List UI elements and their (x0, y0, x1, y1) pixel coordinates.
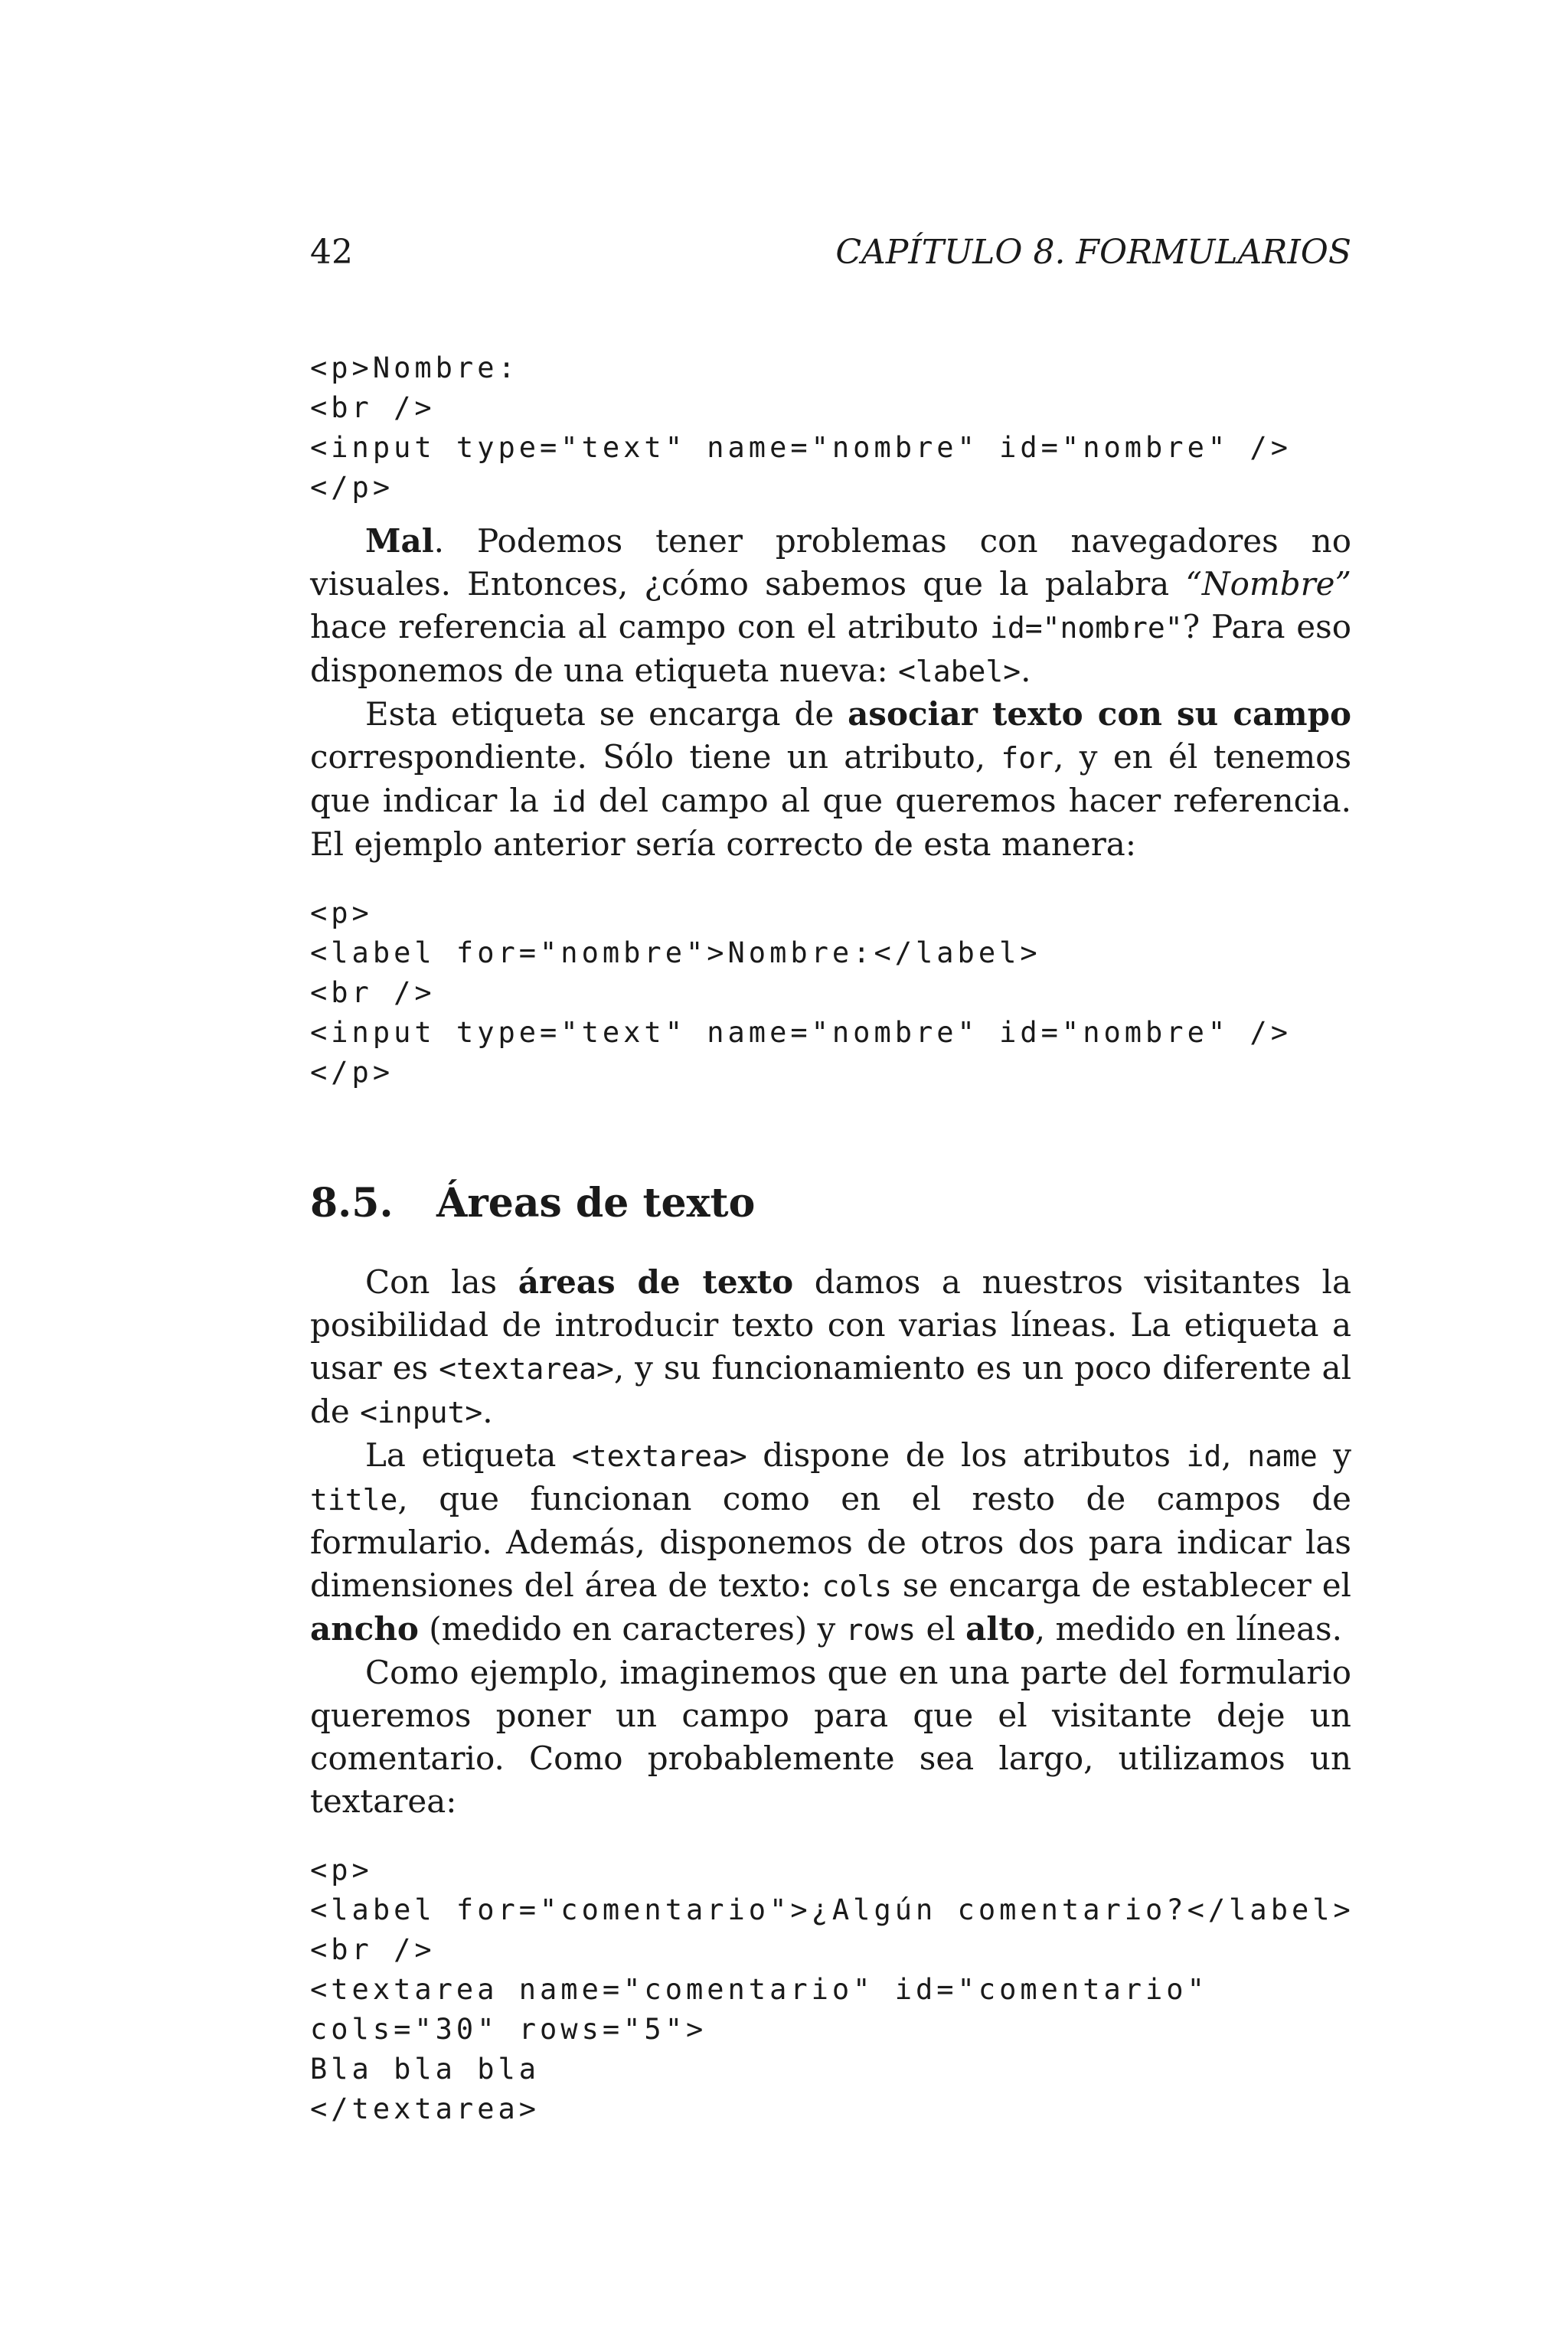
inline-code: id="nombre" (990, 611, 1183, 645)
code-block-2 (310, 893, 1351, 1093)
inline-code: name (1247, 1439, 1318, 1473)
inline-code: <label> (898, 655, 1021, 688)
paragraph-mal: Mal. Podemos tener problemas con navegadores no visuales. Entonces, ¿cómo sabemos que la palabra “Nombre” hace referencia al campo con el atributo id="nombre"? Para eso disponemos de una etiqueta nueva: <label>. (310, 522, 1351, 689)
code-line: <input type="text" name="nombre" id="nombre" /> (310, 431, 1292, 464)
code-line: Bla bla bla (310, 2053, 541, 2086)
inline-code: for (1001, 741, 1054, 775)
code-line: <p>Nombre: (310, 351, 519, 384)
code-block-3 (310, 1851, 1354, 2129)
bold-term: ancho (310, 1610, 419, 1648)
code-line: <br /> (310, 391, 436, 424)
bold-term: asociar texto con su campo (848, 695, 1351, 733)
section-title: Áreas de texto (436, 1180, 756, 1227)
bold-term: áreas de texto (518, 1263, 794, 1301)
code-line: <label for="nombre">Nombre:</label> (310, 936, 1041, 969)
code-line: <label for="comentario">¿Algún comentario?</label> (310, 1893, 1354, 1926)
chapter-title: CAPÍTULO 8. FORMULARIOS (835, 233, 1351, 272)
inline-code: cols (822, 1570, 893, 1603)
code-line: cols="30" rows="5"> (310, 2013, 707, 2046)
inline-code: id (550, 785, 586, 818)
page-body (310, 348, 1354, 2129)
code-line: <p> (310, 897, 373, 929)
code-line: <input type="text" name="nombre" id="nombre" /> (310, 1016, 1292, 1049)
section-number: 8.5. (310, 1180, 394, 1227)
inline-code: <input> (360, 1396, 483, 1429)
bold-term: Mal (365, 522, 434, 560)
paragraph-label: Esta etiqueta se encarga de asociar texto con su campo correspondiente. Sólo tiene un atributo, for, y en él tenemos que indicar la id del campo al que queremos hacer referencia. El ejemplo anterior sería correcto de esta manera: (310, 695, 1351, 863)
paragraph-areas: Con las áreas de texto damos a nuestros visitantes la posibilidad de introducir texto con varias líneas. La etiqueta a usar es <textarea>, y su funcionamiento es un poco diferente al de <input>. (310, 1263, 1351, 1430)
inline-code: id (1186, 1439, 1222, 1473)
inline-code: <textarea> (571, 1439, 747, 1473)
code-block-1 (310, 348, 1351, 508)
inline-code: <textarea> (439, 1352, 614, 1386)
section-heading (310, 1177, 1351, 1230)
code-line: <br /> (310, 976, 436, 1009)
bold-term: alto (965, 1610, 1035, 1648)
paragraph-example: Como ejemplo, imaginemos que en una parte del formulario queremos poner un campo para que el visitante deje un comentario. Como probablemente sea largo, utilizamos un textarea: (310, 1654, 1351, 1820)
code-line: <textarea name="comentario" id="comentario" (310, 1973, 1208, 2006)
code-line: <br /> (310, 1933, 436, 1966)
inline-code: rows (845, 1613, 916, 1647)
paragraph-attributes: La etiqueta <textarea> dispone de los atributos id, name y title, que funcionan como en el resto de campos de formulario. Además, disponemos de otros dos para indicar las dimensiones del área de texto: cols se encarga de establecer el ancho (medido en caracteres) y rows el alto, medido en líneas. (310, 1436, 1352, 1648)
inline-code: title (310, 1483, 398, 1517)
page-number: 42 (310, 233, 353, 272)
italic-term: “Nombre” (1185, 565, 1351, 603)
code-line: </p> (310, 1056, 394, 1089)
code-line: </textarea> (310, 2092, 541, 2125)
code-line: </p> (310, 471, 394, 504)
code-line: <p> (310, 1854, 373, 1886)
